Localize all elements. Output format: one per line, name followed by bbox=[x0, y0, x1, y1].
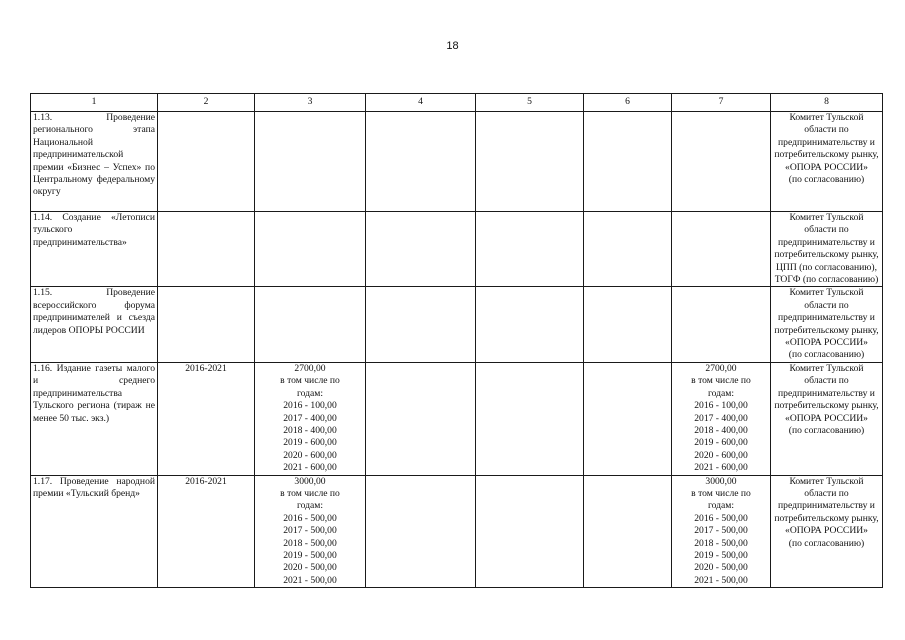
responsible-cell bbox=[771, 212, 883, 287]
cell-line: потребительскому рынку, bbox=[774, 512, 879, 524]
cell-line: «ОПОРА РОССИИ» bbox=[785, 161, 868, 173]
cell-line: потребительскому рынку, bbox=[774, 149, 879, 161]
cell-line: 2020 - 500,00 bbox=[283, 562, 337, 574]
total-funding-cell bbox=[255, 112, 366, 212]
table-cell bbox=[476, 212, 584, 287]
funding-source-cell bbox=[672, 362, 771, 475]
cell-line: ТОГФ (по согласованию) bbox=[774, 274, 879, 286]
cell-line: 2700,00 bbox=[294, 362, 326, 374]
cell-line: области по bbox=[804, 124, 849, 136]
responsible-cell bbox=[771, 112, 883, 212]
cell-line: 2019 - 500,00 bbox=[283, 549, 337, 561]
cell-line: Комитет Тульской bbox=[789, 112, 864, 123]
cell-line: 2017 - 400,00 bbox=[283, 412, 337, 424]
period-cell: 2016-2021 bbox=[158, 475, 255, 588]
cell-line: предпринимательству и bbox=[778, 136, 875, 148]
column-header: 6 bbox=[584, 94, 672, 112]
cell-line: 2017 - 400,00 bbox=[694, 412, 748, 424]
period-cell bbox=[158, 287, 255, 362]
period-cell: 2016-2021 bbox=[158, 362, 255, 475]
cell-line: потребительскому рынку, bbox=[774, 324, 879, 336]
table-cell bbox=[476, 475, 584, 588]
period-cell bbox=[158, 212, 255, 287]
table-row bbox=[31, 287, 883, 362]
cell-line: 2700,00 bbox=[705, 362, 737, 374]
cell-line: в том числе по bbox=[280, 375, 340, 387]
cell-line: области по bbox=[804, 299, 849, 311]
cell-line: предпринимательству и bbox=[778, 500, 875, 512]
cell-line: предпринимательству и bbox=[778, 387, 875, 399]
cell-line: 2017 - 500,00 bbox=[694, 525, 748, 537]
cell-line: Комитет Тульской bbox=[789, 287, 864, 299]
cell-line: 2018 - 400,00 bbox=[694, 424, 748, 436]
measures-table bbox=[30, 93, 883, 588]
cell-line: 2021 - 500,00 bbox=[283, 574, 337, 586]
table-row bbox=[31, 112, 883, 212]
cell-line: 2017 - 500,00 bbox=[283, 525, 337, 537]
cell-line: в том числе по bbox=[691, 375, 751, 387]
cell-line: 2019 - 600,00 bbox=[694, 437, 748, 449]
table-cell bbox=[476, 362, 584, 475]
cell-line: 2020 - 500,00 bbox=[694, 562, 748, 574]
table-cell bbox=[584, 287, 672, 362]
cell-line: 2021 - 500,00 bbox=[694, 574, 748, 586]
column-header: 5 bbox=[476, 94, 584, 112]
column-header: 2 bbox=[158, 94, 255, 112]
total-funding-cell bbox=[255, 212, 366, 287]
table-cell bbox=[366, 475, 476, 588]
measure-name-cell: 1.17. Проведение народной премии «Тульский бренд» bbox=[31, 475, 158, 588]
funding-source-cell bbox=[672, 212, 771, 287]
cell-line: (по согласованию) bbox=[788, 174, 865, 186]
cell-line: в том числе по bbox=[691, 487, 751, 499]
cell-line: годам: bbox=[296, 387, 324, 399]
measure-name-cell: 1.15. Проведение всероссийского форума предпринимателей и съезда лидеров ОПОРЫ РОССИИ bbox=[31, 287, 158, 362]
cell-line: 2019 - 500,00 bbox=[694, 549, 748, 561]
table-cell bbox=[366, 362, 476, 475]
table-cell bbox=[476, 287, 584, 362]
cell-line: (по согласованию) bbox=[788, 537, 865, 549]
cell-line: 2021 - 600,00 bbox=[283, 462, 337, 474]
page-number: 18 bbox=[446, 40, 459, 52]
cell-line: «ОПОРА РОССИИ» bbox=[785, 412, 868, 424]
cell-line: годам: bbox=[707, 387, 735, 399]
cell-line: потребительскому рынку, bbox=[774, 400, 879, 412]
table-cell bbox=[584, 212, 672, 287]
cell-line: в том числе по bbox=[280, 487, 340, 499]
table-cell bbox=[476, 112, 584, 212]
cell-line: годам: bbox=[296, 500, 324, 512]
table-row bbox=[31, 212, 883, 287]
cell-line: предпринимательству и bbox=[778, 312, 875, 324]
cell-line: 2019 - 600,00 bbox=[283, 437, 337, 449]
table-cell bbox=[366, 287, 476, 362]
column-header: 7 bbox=[672, 94, 771, 112]
cell-line: 2018 - 500,00 bbox=[283, 537, 337, 549]
cell-line: области по bbox=[804, 224, 849, 236]
cell-line: (по согласованию) bbox=[788, 349, 865, 361]
responsible-cell bbox=[771, 475, 883, 588]
period-cell bbox=[158, 112, 255, 212]
cell-line: области по bbox=[804, 487, 849, 499]
cell-line: 3000,00 bbox=[705, 475, 737, 487]
cell-line: потребительскому рынку, bbox=[774, 249, 879, 261]
table-row bbox=[31, 362, 883, 475]
table-cell bbox=[584, 112, 672, 212]
responsible-cell bbox=[771, 362, 883, 475]
measure-name-cell: 1.16. Издание газеты малого и среднего предпринимательства Тульского региона (тираж не менее 50 тыс. экз.) bbox=[31, 362, 158, 475]
total-funding-cell bbox=[255, 475, 366, 588]
responsible-cell bbox=[771, 287, 883, 362]
cell-line: годам: bbox=[707, 500, 735, 512]
cell-line: 2016 - 100,00 bbox=[283, 400, 337, 412]
column-header: 3 bbox=[255, 94, 366, 112]
cell-line: Комитет Тульской bbox=[789, 212, 864, 223]
cell-line: «ОПОРА РОССИИ» bbox=[785, 337, 868, 349]
table-cell bbox=[366, 212, 476, 287]
funding-source-cell bbox=[672, 475, 771, 588]
table-row bbox=[31, 475, 883, 588]
cell-line: 2020 - 600,00 bbox=[694, 449, 748, 461]
funding-source-cell bbox=[672, 112, 771, 212]
cell-line: ЦПП (по согласованию), bbox=[775, 261, 877, 273]
cell-line: (по согласованию) bbox=[788, 424, 865, 436]
measure-name-cell: 1.14. Создание «Летописи тульского предпринимательства» bbox=[31, 212, 158, 287]
cell-line: 2018 - 400,00 bbox=[283, 424, 337, 436]
cell-line: 2016 - 500,00 bbox=[694, 512, 748, 524]
column-header: 4 bbox=[366, 94, 476, 112]
cell-line: 3000,00 bbox=[294, 475, 326, 487]
cell-line: 2020 - 600,00 bbox=[283, 449, 337, 461]
column-header: 8 bbox=[771, 94, 883, 112]
total-funding-cell bbox=[255, 287, 366, 362]
cell-line: Комитет Тульской bbox=[789, 475, 864, 487]
cell-line: Комитет Тульской bbox=[789, 362, 864, 374]
table-header-row bbox=[31, 94, 883, 112]
cell-line: 2016 - 500,00 bbox=[283, 512, 337, 524]
funding-source-cell bbox=[672, 287, 771, 362]
cell-line: 2021 - 600,00 bbox=[694, 462, 748, 474]
table-cell bbox=[584, 362, 672, 475]
column-header: 1 bbox=[31, 94, 158, 112]
cell-line: предпринимательству и bbox=[778, 236, 875, 248]
cell-line: «ОПОРА РОССИИ» bbox=[785, 525, 868, 537]
table-cell bbox=[584, 475, 672, 588]
cell-line: 2018 - 500,00 bbox=[694, 537, 748, 549]
cell-line: 2016 - 100,00 bbox=[694, 400, 748, 412]
table-cell bbox=[366, 112, 476, 212]
total-funding-cell bbox=[255, 362, 366, 475]
cell-line: области по bbox=[804, 375, 849, 387]
measure-name-cell: 1.13. Проведение регионального этапа Национальной предпринимательской премии «Бизнес – Успех» по Центральному федеральному округу bbox=[31, 112, 158, 212]
